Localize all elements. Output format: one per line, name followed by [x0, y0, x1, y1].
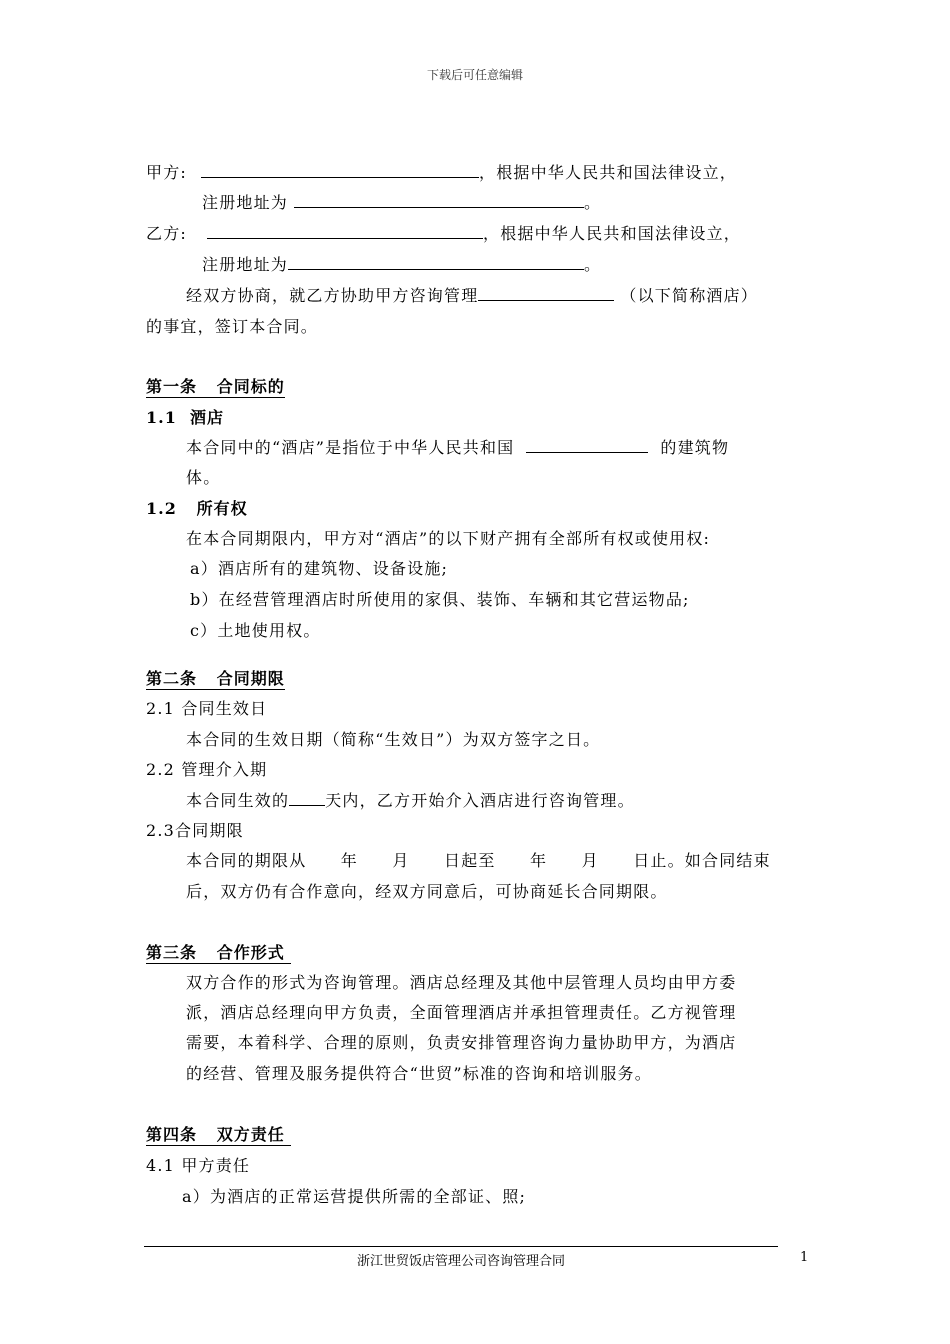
- party-b-label: 乙方:: [146, 224, 187, 243]
- list-item: a）酒店所有的建筑物、设备设施;: [190, 559, 449, 578]
- footer-title: 浙江世贸饭店管理公司咨询管理合同: [356, 1254, 565, 1269]
- section-1-2-heading: [146, 496, 248, 519]
- article-1-title: 合同标的: [216, 377, 285, 396]
- location-blank[interactable]: [526, 438, 648, 453]
- article-3-line: 派，酒店总经理向甲方负责，全面管理酒店并承担管理责任。乙方视管理: [186, 1003, 737, 1022]
- article-1-heading: [146, 374, 285, 397]
- intro-line-1: [186, 283, 758, 306]
- party-b-suffix: ，根据中华人民共和国法律设立，: [483, 224, 742, 243]
- party-a-address-end: 。: [584, 193, 602, 212]
- section-2-3-heading: 2.3合同期限: [146, 821, 244, 840]
- list-item: a）为酒店的正常运营提供所需的全部证、照;: [182, 1187, 527, 1206]
- section-1-1-text: [186, 435, 729, 458]
- section-4-1-heading: 4.1 甲方责任: [146, 1156, 251, 1175]
- list-item: c）土地使用权。: [190, 621, 321, 640]
- article-3-line: 双方合作的形式为咨询管理。酒店总经理及其他中层管理人员均由甲方委: [186, 973, 737, 992]
- section-1-1-title: 酒店: [189, 408, 224, 427]
- section-2-2-heading: 2.2 管理介入期: [146, 760, 268, 779]
- article-2-title: 合同期限: [216, 669, 285, 688]
- party-a-suffix: ，根据中华人民共和国法律设立，: [479, 163, 738, 182]
- party-a-address-blank[interactable]: [294, 193, 584, 208]
- party-a-name-blank[interactable]: [201, 163, 479, 178]
- section-1-2-title: 所有权: [196, 499, 248, 518]
- party-b-name-blank[interactable]: [207, 224, 483, 239]
- list-item: b）在经营管理酒店时所使用的家俱、装饰、车辆和其它营运物品;: [190, 590, 690, 609]
- hotel-name-blank[interactable]: [478, 286, 614, 301]
- section-1-2-text: 在本合同期限内，甲方对“酒店”的以下财产拥有全部所有权或使用权:: [186, 529, 711, 548]
- party-b-address-end: 。: [584, 255, 602, 274]
- article-3-heading: [146, 940, 291, 963]
- section-1-1-heading: [146, 405, 224, 428]
- page-number: 1: [800, 1250, 809, 1265]
- article-3-number: 第三条: [146, 943, 198, 962]
- intro-text-1: 经双方协商，就乙方协助甲方咨询管理: [186, 286, 479, 305]
- section-1-1-number: 1.1: [146, 408, 177, 427]
- section-2-1-heading: 2.1 合同生效日: [146, 699, 268, 718]
- section-2-2-text: [186, 788, 635, 811]
- section-2-2-text-a: 本合同生效的: [186, 791, 290, 810]
- article-2-heading: [146, 666, 285, 689]
- section-2-3-text-b: 后，双方仍有合作意向，经双方同意后，可协商延长合同期限。: [186, 882, 668, 901]
- article-2-number: 第二条: [146, 669, 198, 688]
- party-b-line: [146, 221, 741, 244]
- party-a-address-label: 注册地址为: [202, 193, 289, 212]
- section-1-2-number: 1.2: [146, 499, 177, 518]
- footer-divider: [144, 1246, 778, 1247]
- section-2-3-text-a: 本合同的期限从 年 月 日起至 年 月 日止。如合同结束: [186, 851, 771, 870]
- article-3-line: 需要，本着科学、合理的原则，负责安排管理咨询力量协助甲方，为酒店: [186, 1033, 737, 1052]
- article-1-number: 第一条: [146, 377, 198, 396]
- party-b-address-blank[interactable]: [288, 255, 584, 270]
- article-4-heading: [146, 1122, 291, 1145]
- article-4-number: 第四条: [146, 1125, 198, 1144]
- party-b-address-line: [202, 252, 601, 275]
- article-3-title: 合作形式: [216, 943, 285, 962]
- article-4-title: 双方责任: [216, 1125, 285, 1144]
- intro-text-1b: （以下简称酒店）: [620, 286, 759, 305]
- party-b-address-label: 注册地址为: [202, 255, 289, 274]
- party-a-line: [146, 160, 737, 183]
- intro-line-2: 的事宜，签订本合同。: [146, 317, 319, 336]
- section-2-1-text: 本合同的生效日期（简称“生效日”）为双方签字之日。: [186, 730, 601, 749]
- article-3-line: 的经营、管理及服务提供符合“世贸”标准的咨询和培训服务。: [186, 1064, 652, 1083]
- section-2-2-text-b: 天内，乙方开始介入酒店进行咨询管理。: [325, 791, 635, 810]
- party-a-address-line: [202, 190, 601, 213]
- party-a-label: 甲方:: [146, 163, 187, 182]
- section-1-1-text-a: 本合同中的“酒店”是指位于中华人民共和国: [186, 438, 515, 457]
- section-1-1-text-b: 的建筑物: [660, 438, 730, 457]
- header-note: 下载后可任意编辑: [426, 68, 523, 82]
- section-1-1-text-c: 体。: [186, 468, 221, 487]
- days-blank[interactable]: [289, 791, 325, 806]
